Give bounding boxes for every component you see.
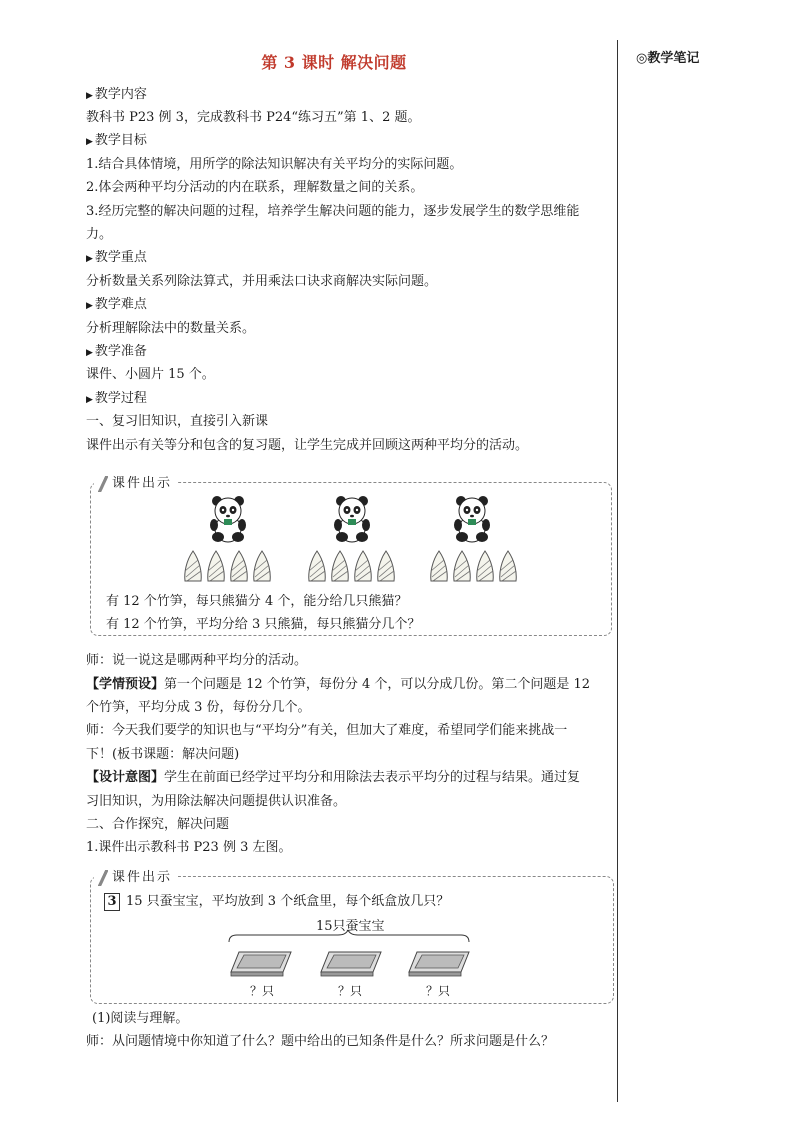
bamboo-shoot-icon (309, 551, 325, 581)
bamboo-shoot-icon (185, 551, 201, 581)
section-goals-head (86, 132, 147, 151)
bamboo-shoot-icon (332, 551, 348, 581)
section-key-head (86, 249, 147, 268)
bamboo-shoot-icon (355, 551, 371, 581)
design-text: 学生在前面已经学过平均分和用除法去表示平均分的过程与结果。通过复 (164, 770, 581, 785)
prep-text: 课件、小圆片 15 个。 (86, 367, 215, 382)
part1-heading: 一、复习旧知识，直接引入新课 (86, 414, 269, 429)
preset-label: 【学情预设】 (86, 677, 165, 692)
preset-line (86, 676, 590, 694)
bamboo-shoot-icon (208, 551, 224, 581)
lesson-title: 第 3 课时 解决问题 (261, 53, 407, 72)
bamboo-shoot-icon (477, 551, 493, 581)
brace-label: 15只蚕宝宝 (316, 919, 385, 934)
notes-divider (617, 40, 618, 1102)
panda-group-3 (431, 496, 516, 581)
bamboo-shoot-icon (454, 551, 470, 581)
panda-icon (210, 496, 246, 542)
triangle-icon: ▶ (86, 137, 93, 147)
step1-text: 1.课件出示教科书 P23 例 3 左图。 (86, 840, 292, 855)
triangle-icon: ▶ (86, 91, 93, 101)
box1-question-2: 有 12 个竹笋，平均分给 3 只熊猫，每只熊猫分几个？ (106, 617, 421, 632)
slash-icon (98, 476, 108, 492)
box-label-1: ？只 (250, 984, 275, 998)
paper-box-icon (231, 952, 291, 976)
teaching-notes-label: ◎教学笔记 (636, 51, 700, 66)
design-line-cont: 习旧知识，为用除法解决问题提供认识准备。 (86, 794, 347, 809)
panda-group-2 (309, 496, 394, 581)
example-number: 3 (104, 893, 120, 911)
teacher-line-1: 师：说一说这是哪两种平均分的活动。 (86, 653, 308, 668)
diff-text: 分析理解除法中的数量关系。 (86, 321, 256, 336)
section-content-head (86, 86, 147, 105)
teacher-line-3: 师：从问题情境中你知道了什么？题中给出的已知条件是什么？所求问题是什么？ (86, 1034, 555, 1049)
goal-3: 3.经历完整的解决问题的过程，培养学生解决问题的能力，逐步发展学生的数学思维能 (86, 204, 580, 219)
courseware-label-text: 课件出示 (112, 476, 173, 491)
paper-box-icon (321, 952, 381, 976)
courseware-label-1 (94, 472, 178, 492)
paper-box-icon (409, 952, 469, 976)
design-line (86, 769, 580, 787)
triangle-icon: ▶ (86, 301, 93, 311)
teacher-line-2-cont: 下！(板书课题：解决问题) (86, 747, 240, 762)
design-label: 【设计意图】 (86, 770, 165, 785)
courseware-label-2 (94, 866, 178, 886)
paper-boxes-illustration (225, 930, 475, 980)
bamboo-shoot-icon (378, 551, 394, 581)
preset-line-cont: 个竹笋，平均分成 3 份，每份分几个。 (86, 700, 311, 715)
goal-2: 2.体会两种平均分活动的内在联系，理解数量之间的关系。 (86, 180, 424, 195)
bamboo-shoot-icon (254, 551, 270, 581)
part1-text: 课件出示有关等分和包含的复习题，让学生完成并回顾这两种平均分的活动。 (86, 438, 529, 453)
teacher-line-2: 师：今天我们要学的知识也与“平均分”有关，但加大了难度，希望同学们能来挑战一 (86, 723, 568, 738)
bamboo-shoot-icon (231, 551, 247, 581)
section-heading-text: 教学难点 (94, 297, 147, 312)
section-heading-text: 教学准备 (94, 344, 147, 359)
triangle-icon: ▶ (86, 254, 93, 264)
content-text: 教科书 P23 例 3，完成教科书 P24“练习五”第 1、2 题。 (86, 110, 421, 125)
bamboo-shoot-icon (431, 551, 447, 581)
box1-question-1: 有 12 个竹笋，每只熊猫分 4 个，能分给几只熊猫？ (106, 594, 408, 609)
example-question (104, 890, 449, 911)
brace-line (229, 930, 469, 942)
box-label-3: ？只 (426, 984, 451, 998)
key-text: 分析数量关系列除法算式，并用乘法口诀求商解决实际问题。 (86, 274, 438, 289)
section-heading-text: 教学目标 (94, 133, 147, 148)
panda-bamboo-illustration (180, 493, 590, 585)
bamboo-shoot-icon (500, 551, 516, 581)
example-question-text: 15 只蚕宝宝，平均放到 3 个纸盒里，每个纸盒放几只？ (126, 894, 450, 909)
goal-3-cont: 力。 (86, 227, 113, 242)
panda-group-1 (185, 496, 270, 581)
triangle-icon: ▶ (86, 395, 93, 405)
box-label-2: ？只 (338, 984, 363, 998)
preset-text: 第一个问题是 12 个竹笋，每份分 4 个，可以分成几份。第二个问题是 12 (164, 677, 591, 692)
panda-icon (454, 496, 490, 542)
section-diff-head (86, 296, 147, 315)
section-heading-text: 教学过程 (94, 391, 147, 406)
step-read-text: (1)阅读与理解。 (92, 1011, 189, 1026)
slash-icon (98, 870, 108, 886)
triangle-icon: ▶ (86, 348, 93, 358)
section-heading-text: 教学重点 (94, 250, 147, 265)
courseware-label-text: 课件出示 (112, 870, 173, 885)
section-proc-head (86, 390, 147, 409)
part2-heading: 二、合作探究，解决问题 (86, 817, 230, 832)
goal-1: 1.结合具体情境，用所学的除法知识解决有关平均分的实际问题。 (86, 157, 463, 172)
section-heading-text: 教学内容 (94, 87, 147, 102)
panda-icon (334, 496, 370, 542)
section-prep-head (86, 343, 147, 362)
